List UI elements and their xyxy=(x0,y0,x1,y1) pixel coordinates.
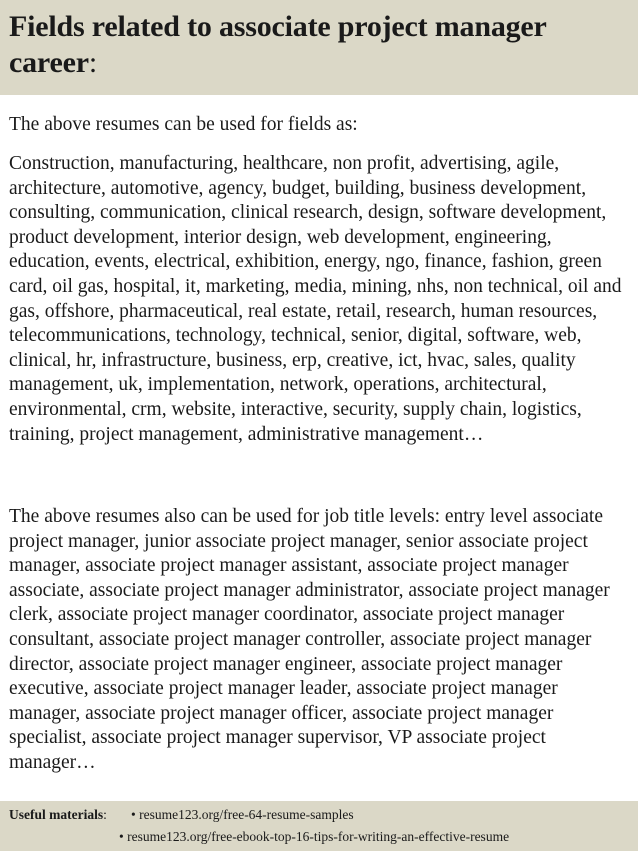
intro-text: The above resumes can be used for fields as: xyxy=(9,114,358,135)
useful-materials-label-text: Useful materials xyxy=(9,807,104,822)
title-banner xyxy=(0,0,638,95)
useful-materials-label-colon: : xyxy=(103,807,107,822)
useful-material-link-ebook[interactable]: • resume123.org/free-ebook-top-16-tips-for-writing-an-effective-resume xyxy=(119,829,510,844)
job-levels-list: The above resumes also can be used for job title levels: entry level associate project manager, junior associate project manager, senior associate project manager, associate project manager assistant, associate project manager associate, associate project manager administrator, associate project manager clerk, associate project manager coordinator, associate project manager consultant, associate project manager controller, associate project manager director, associate project manager engineer, associate project manager executive, associate project manager leader, associate project manager manager, associate project manager officer, associate project manager specialist, associate project manager supervisor, VP associate project manager… xyxy=(9,506,610,773)
useful-materials-footer xyxy=(0,801,638,851)
useful-material-link-samples[interactable]: • resume123.org/free-64-resume-samples xyxy=(131,807,354,822)
fields-list: Construction, manufacturing, healthcare, non profit, advertising, agile, architecture, automotive, agency, budget, building, business development, consulting, communication, clinical research, design, software development, product development, interior design, web development, engineering, education, events, electrical, exhibition, energy, ngo, finance, fashion, green card, oil gas, hospital, it, marketing, media, mining, nhs, non technical, oil and gas, offshore, pharmaceutical, real estate, retail, research, human resources, telecommunications, technology, technical, senior, digital, software, web, clinical, hr, infrastructure, business, erp, creative, ict, hvac, sales, quality management, uk, implementation, network, operations, architectural, environmental, crm, website, interactive, security, supply chain, logistics, training, project management, administrative management… xyxy=(9,153,622,445)
useful-materials-label xyxy=(9,806,107,824)
page-title-text: Fields related to associate project manager career xyxy=(9,10,547,79)
page-title xyxy=(9,9,634,81)
page-title-colon: : xyxy=(88,46,97,79)
